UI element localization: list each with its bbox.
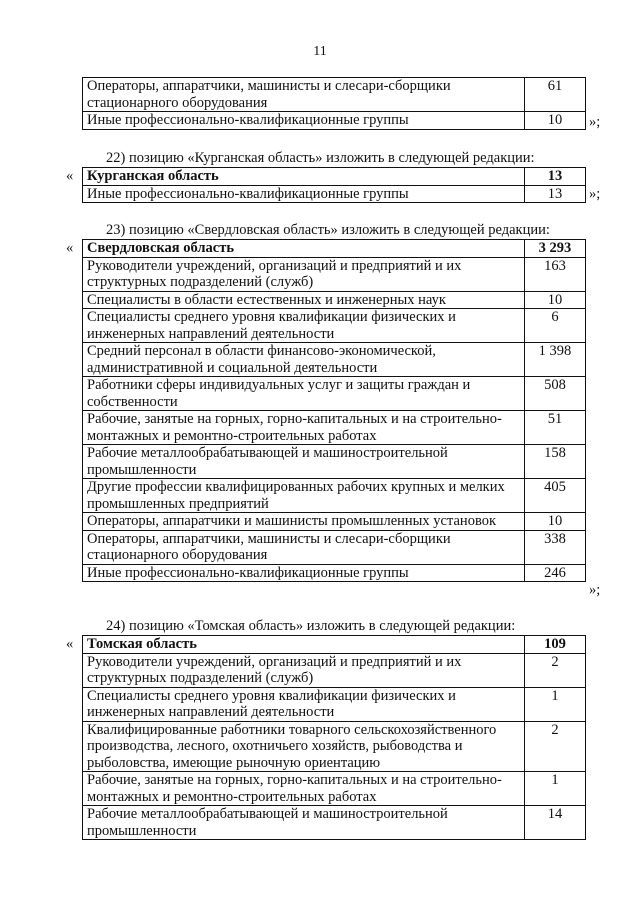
region-header-row [83, 636, 586, 654]
table-row [83, 513, 586, 531]
table-row [83, 653, 586, 687]
section-22-intro: 22) позицию «Курганская область» изложить в следующей редакции: [106, 150, 535, 166]
row-value: 158 [524, 445, 585, 479]
table-row [83, 687, 586, 721]
row-value: 508 [524, 377, 585, 411]
row-name: Операторы, аппаратчики, машинисты и слесари-сборщики стационарного оборудования [83, 530, 525, 564]
region-header-row [83, 240, 586, 258]
region-header-row [83, 168, 586, 186]
table-row [83, 377, 586, 411]
table-row [83, 112, 586, 130]
row-value: 1 [524, 772, 585, 806]
region-name: Томская область [83, 636, 525, 654]
table-row [83, 78, 586, 112]
region-name: Свердловская область [83, 240, 525, 258]
region-name: Курганская область [83, 168, 525, 186]
kurgan-table [82, 167, 586, 203]
section-24-intro: 24) позицию «Томская область» изложить в следующей редакции: [106, 618, 516, 634]
row-name: Иные профессионально-квалификационные группы [83, 185, 525, 203]
row-name: Рабочие, занятые на горных, горно-капитальных и на строительно-монтажных и ремонтно-строительных работах [83, 772, 525, 806]
row-value: 338 [524, 530, 585, 564]
tomsk-table [82, 635, 586, 840]
row-name: Специалисты среднего уровня квалификации физических и инженерных направлений деятельности [83, 687, 525, 721]
row-name: Средний персонал в области финансово-экономической, административной и социальной деятельности [83, 343, 525, 377]
closing-quote: »; [589, 114, 601, 130]
row-value: 2 [524, 721, 585, 772]
page-number: 11 [313, 44, 327, 59]
row-value: 51 [524, 411, 585, 445]
row-value: 163 [524, 257, 585, 291]
row-name: Специалисты среднего уровня квалификации физических и инженерных направлений деятельности [83, 309, 525, 343]
row-name: Рабочие металлообрабатывающей и машиностроительной промышленности [83, 806, 525, 840]
row-value: 1 [524, 687, 585, 721]
row-value: 10 [524, 112, 585, 130]
row-name: Руководители учреждений, организаций и предприятий и их структурных подразделений (служб) [83, 653, 525, 687]
region-total: 109 [524, 636, 585, 654]
row-name: Руководители учреждений, организаций и предприятий и их структурных подразделений (служб) [83, 257, 525, 291]
continuation-table [82, 77, 586, 130]
row-value: 1 398 [524, 343, 585, 377]
row-name: Квалифицированные работники товарного сельскохозяйственного производства, лесного, охотничьего хозяйств, рыбоводства и рыболовства, имеющие рыночную ориентацию [83, 721, 525, 772]
row-name: Операторы, аппаратчики и машинисты промышленных установок [83, 513, 525, 531]
table-row [83, 479, 586, 513]
opening-quote: « [66, 636, 74, 652]
sverdlovsk-table [82, 239, 586, 582]
opening-quote: « [66, 240, 74, 256]
row-name: Работники сферы индивидуальных услуг и защиты граждан и собственности [83, 377, 525, 411]
table-row [83, 257, 586, 291]
table-row [83, 445, 586, 479]
row-value: 61 [524, 78, 585, 112]
closing-quote: »; [589, 186, 601, 202]
opening-quote: « [66, 168, 74, 184]
table-row [83, 721, 586, 772]
row-name: Другие профессии квалифицированных рабочих крупных и мелких промышленных предприятий [83, 479, 525, 513]
row-name: Иные профессионально-квалификационные группы [83, 564, 525, 582]
table-row [83, 185, 586, 203]
row-name: Иные профессионально-квалификационные группы [83, 112, 525, 130]
row-value: 10 [524, 291, 585, 309]
table-row [83, 564, 586, 582]
row-value: 13 [524, 185, 585, 203]
row-name: Рабочие, занятые на горных, горно-капитальных и на строительно-монтажных и ремонтно-строительных работах [83, 411, 525, 445]
table-row [83, 772, 586, 806]
row-name: Специалисты в области естественных и инженерных наук [83, 291, 525, 309]
row-name: Операторы, аппаратчики, машинисты и слесари-сборщики стационарного оборудования [83, 78, 525, 112]
row-value: 246 [524, 564, 585, 582]
table-row [83, 411, 586, 445]
row-value: 405 [524, 479, 585, 513]
row-name: Рабочие металлообрабатывающей и машиностроительной промышленности [83, 445, 525, 479]
table-row [83, 291, 586, 309]
table-row [83, 343, 586, 377]
row-value: 10 [524, 513, 585, 531]
closing-quote: »; [589, 582, 601, 598]
table-row [83, 309, 586, 343]
row-value: 2 [524, 653, 585, 687]
row-value: 6 [524, 309, 585, 343]
region-total: 13 [524, 168, 585, 186]
region-total: 3 293 [524, 240, 585, 258]
table-row [83, 530, 586, 564]
table-row [83, 806, 586, 840]
row-value: 14 [524, 806, 585, 840]
section-23-intro: 23) позицию «Свердловская область» изложить в следующей редакции: [106, 222, 550, 238]
